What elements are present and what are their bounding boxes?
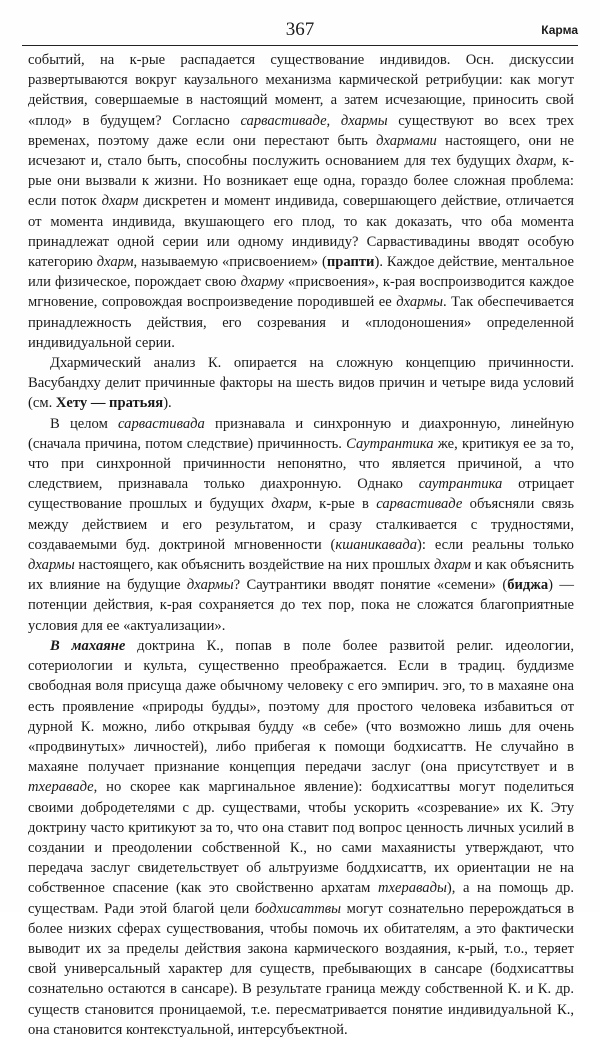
text-run: кшаникавада: [335, 536, 418, 553]
text-run: «присвоения», к-рая воспроизводится каждое мгновение, сопровождая воспроизведение породившей ее: [28, 274, 574, 311]
text-run: дхармы: [396, 294, 443, 311]
text-run: настоящего, они не исчезают и, стало быть, способны послужить основанием для тех будущих: [28, 132, 574, 170]
page-number: 367: [285, 19, 315, 40]
text-run: и как объяснить их влияние на будущие: [28, 557, 574, 594]
paragraph: [28, 636, 574, 1040]
text-run: ): если реальны только: [417, 536, 574, 553]
text-run: событий, на к-рые распадается существование индивидов. Осн. дискуссии развертываются вокруг каузального механизма кармической ретрибуции: как могут действия, совершаемые в настоящий момент, а затем исчезающие, приносить свой «плод» в будущем? Согласно: [28, 52, 574, 129]
text-run: сарвастиваде: [376, 496, 463, 513]
text-run: , называемую «присвоением» (: [133, 254, 327, 271]
text-run: сарвастиваде, дхармы: [240, 112, 388, 129]
text-run: ). Каждое действие, ментальное или физическое, порождает свою: [28, 254, 575, 291]
text-run: доктрина К., попав в поле более развитой религ. идеологии, сотериологии и культа, существенно преображается. Если в традиц. буддизме свободная воля присуща даже обычному человеку с его эмпирич. эго, то в махаяне она есть проявление «природы будды», поэтому для простого человека избавиться от дурной К. можно, либо открывая будду «в себе» (что возможно лишь для очень «продвинутых» личностей), либо прибегая к помощи бодхисаттв. Не случайно в махаяне получает признание концепция передачи заслуг (она присутствует и в: [28, 637, 574, 776]
text-run: тхераваде: [28, 779, 94, 796]
page-header: [22, 18, 578, 46]
text-run: дхарм: [434, 557, 471, 574]
text-run: дхармы: [28, 557, 75, 574]
running-head: Карма: [541, 23, 578, 37]
text-run: дхарм: [271, 496, 309, 513]
text-run: дхарм: [101, 193, 139, 210]
article-body: [28, 50, 574, 1040]
text-run: ) — потенции действия, к-рая сохраняется до тех пор, пока не сложатся благоприятные условия для ее «актуализации».: [28, 577, 574, 634]
header-rule: [22, 45, 578, 46]
text-run: , но скорее как маргинальное явление): бодхисаттвы могут поделиться своими добродетелями с др. существами, чтобы ускорить «созревание» их К. Эту доктрину часто критикуют за то, что она ставит под вопрос ценность личных усилий в создании и преодолении собственной К., но сами махаянисты утверждают, что передача заслуг свидетельствует об альтруизме боддхисаттв, их ориентации не на собственное спасение (как это свойственно архатам: [28, 779, 574, 897]
paragraph: [28, 353, 574, 414]
text-run: , к-рые они вызвали к жизни. Но возникает еще одна, гораздо более сложная проблема: если поток: [28, 153, 574, 210]
text-run: могут сознательно перерождаться в более низких сферах существования, чтобы помочь их обитателям, а это фактически выводит их за пределы действия закона кармического воздаяния, к-рый, т.о., теряет свой универсальный характер для существ, пребывающих в сансаре (бодхисаттвы сознательно остаются в сансаре). В результате граница между собственной К. и К. др. существ становится проницаемой, т.е. пересматривается понятие индивидуальной К., она становится контекстуальной, интерсубъектной.: [28, 900, 574, 1038]
text-run: признавала и синхронную и диахронную, линейную (сначала причина, потом следствие) причинность.: [28, 415, 574, 452]
text-run: Дхармический анализ К. опирается на сложную концепцию причинности. Васубандху делит причинные факторы на шесть видов причин и четыре вида условий (см.: [28, 355, 574, 412]
text-run: настоящего, как объяснить воздействие на них прошлых: [74, 557, 435, 574]
text-run: объясняли связь между действием и его результатом, и сразу сталкивается с трудностями, создаваемыми буд. доктриной мгновенности (: [28, 496, 574, 553]
text-run: ), а на помощь др. существам. Ради этой благой цели: [28, 880, 575, 917]
text-run: тхеравады: [377, 880, 447, 897]
text-run: дхарм: [96, 254, 134, 271]
text-run: ).: [163, 395, 172, 412]
text-run: . Так обеспечивается принадлежность действия, его созревания и «плодоношения» определенной индивидуальной серии.: [28, 294, 574, 351]
text-run: дискретен и момент индивида, совершающего действие, отличается от момента индивида, вкушающего его плод, то как доказать, что оба момента принадлежат одной серии или одному индивиду? Сарвастивадины вводят особую категорию: [28, 193, 574, 271]
text-run: сарвастивада: [118, 415, 205, 432]
text-run: дхарм: [516, 153, 554, 170]
text-run: существуют во всех трех временах, поэтому даже если они перестают быть: [28, 112, 575, 149]
text-run: Хету — пратьяя: [55, 395, 164, 412]
text-run: , к-рые в: [308, 496, 377, 513]
text-run: дхармы: [186, 577, 234, 594]
paragraph: [28, 50, 574, 353]
text-run: же, критикуя ее за то, что при синхронной причинности непонятно, что является причиной, а что следствием, признавала только диахронную. Однако: [28, 435, 574, 493]
text-run: дхарму: [240, 274, 284, 291]
text-run: Саутрантика: [346, 435, 434, 452]
text-run: ? Саутрантики вводят понятие «семени» (: [233, 577, 508, 594]
text-run: бодхисаттвы: [254, 900, 342, 917]
paragraph: [28, 414, 574, 636]
text-run: отрицает существование прошлых и будущих: [28, 476, 574, 513]
text-run: В махаяне: [50, 637, 126, 654]
text-run: биджа: [507, 577, 549, 594]
text-run: дхармами: [376, 132, 437, 149]
text-run: В целом: [50, 415, 119, 432]
text-run: прапти: [326, 254, 375, 271]
text-run: саутрантика: [418, 476, 503, 493]
